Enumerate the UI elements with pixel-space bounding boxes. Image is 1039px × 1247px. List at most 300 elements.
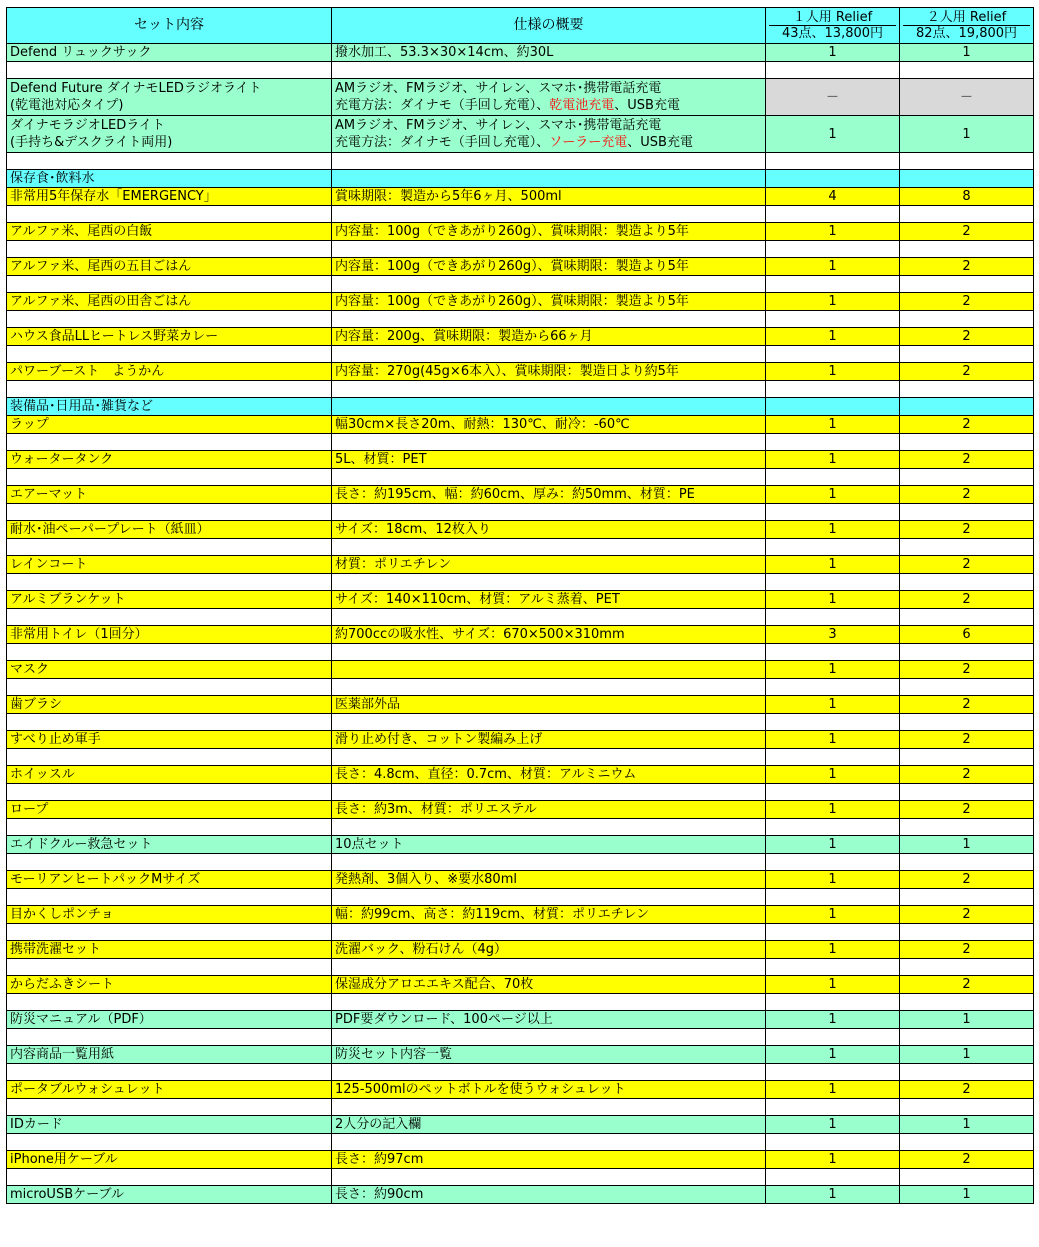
item-name-line-2: (手持ち&デスクライト両用): [10, 135, 173, 150]
qty-1-person: 1: [766, 521, 900, 539]
item-spec: [332, 116, 766, 153]
qty-2-person: 2: [900, 293, 1034, 311]
spacer-cell: [332, 959, 766, 976]
qty-2-person: 2: [900, 731, 1034, 749]
spacer-cell: [766, 276, 900, 293]
charge-method-text: 、USB充電: [627, 135, 693, 150]
qty-2-person: －: [900, 79, 1034, 116]
spacer-cell: [900, 1169, 1034, 1186]
spacer-cell: [7, 504, 332, 521]
spacer-row: [7, 959, 1034, 976]
qty-1-person: 1: [766, 116, 900, 153]
spacer-cell: [900, 784, 1034, 801]
spacer-cell: [7, 1134, 332, 1151]
spacer-cell: [900, 1099, 1034, 1116]
plan2-detail: 82点、19,800円: [915, 26, 1018, 41]
spacer-row: [7, 1169, 1034, 1186]
spacer-cell: [900, 994, 1034, 1011]
qty-2-person: 2: [900, 1151, 1034, 1169]
spacer-row: [7, 854, 1034, 871]
plan2-name: ２人用 Relief: [903, 10, 1030, 26]
item-name: アルファ米、尾西の田舎ごはん: [7, 293, 332, 311]
table-row: [7, 116, 1034, 153]
spacer-cell: [766, 854, 900, 871]
item-spec: 内容量：100g（できあがり260g）、賞味期限：製造より5年: [332, 223, 766, 241]
table-row: [7, 556, 1034, 574]
spacer-cell: [900, 644, 1034, 661]
item-spec: 滑り止め付き、コットン製編み上げ: [332, 731, 766, 749]
qty-2-person: 2: [900, 328, 1034, 346]
spacer-cell: [7, 924, 332, 941]
section-title: 装備品･日用品･雑貨など: [7, 398, 332, 416]
qty-1-person: 3: [766, 626, 900, 644]
spacer-row: [7, 924, 1034, 941]
qty-2-person: 2: [900, 521, 1034, 539]
qty-1-person: 1: [766, 836, 900, 854]
spacer-row: [7, 539, 1034, 556]
qty-2-person: 2: [900, 696, 1034, 714]
spacer-row: [7, 469, 1034, 486]
spacer-cell: [332, 346, 766, 363]
item-spec: 長さ：約3m、材質：ポリエステル: [332, 801, 766, 819]
spacer-cell: [766, 539, 900, 556]
spacer-row: [7, 819, 1034, 836]
table-row: [7, 1081, 1034, 1099]
spacer-cell: [766, 504, 900, 521]
spacer-cell: [766, 153, 900, 170]
plan1-name: １人用 Relief: [769, 10, 896, 26]
spacer-cell: [900, 504, 1034, 521]
spacer-cell: [332, 504, 766, 521]
spacer-cell: [7, 241, 332, 258]
spacer-cell: [766, 609, 900, 626]
qty-2-person: 2: [900, 416, 1034, 434]
item-spec-line-2: [335, 97, 762, 114]
spacer-row: [7, 504, 1034, 521]
section-empty-cell: [900, 398, 1034, 416]
spacer-cell: [7, 434, 332, 451]
item-spec: 125-500mlのペットボトルを使うウォシュレット: [332, 1081, 766, 1099]
qty-2-person: 2: [900, 1081, 1034, 1099]
spacer-cell: [766, 346, 900, 363]
spacer-row: [7, 889, 1034, 906]
table-row: [7, 1186, 1034, 1204]
spacer-cell: [332, 62, 766, 79]
spacer-cell: [900, 241, 1034, 258]
qty-1-person: 1: [766, 976, 900, 994]
qty-2-person: 2: [900, 801, 1034, 819]
spacer-cell: [900, 819, 1034, 836]
item-name: すべり止め軍手: [7, 731, 332, 749]
item-name: アルミブランケット: [7, 591, 332, 609]
spacer-cell: [900, 434, 1034, 451]
spacer-cell: [7, 153, 332, 170]
table-row: [7, 976, 1034, 994]
spacer-cell: [766, 1169, 900, 1186]
table-row: [7, 801, 1034, 819]
item-name: 携帯洗濯セット: [7, 941, 332, 959]
table-row: [7, 731, 1034, 749]
table-row: [7, 79, 1034, 116]
spacer-cell: [332, 1064, 766, 1081]
spacer-cell: [332, 241, 766, 258]
qty-2-person: 1: [900, 1116, 1034, 1134]
qty-1-person: 1: [766, 941, 900, 959]
spacer-row: [7, 679, 1034, 696]
spacer-cell: [7, 62, 332, 79]
table-row: [7, 1046, 1034, 1064]
table-row: [7, 906, 1034, 924]
spacer-cell: [7, 574, 332, 591]
item-name: Defend リュックサック: [7, 44, 332, 62]
qty-2-person: 2: [900, 871, 1034, 889]
spacer-cell: [7, 539, 332, 556]
spacer-cell: [7, 1064, 332, 1081]
charge-method-highlight: 乾電池充電: [549, 98, 615, 113]
spacer-cell: [7, 311, 332, 328]
section-header-row: [7, 170, 1034, 188]
item-spec: 幅：約99cm、高さ：約119cm、材質：ポリエチレン: [332, 906, 766, 924]
section-empty-cell: [900, 170, 1034, 188]
header-plan-1: [766, 8, 900, 44]
item-spec-line-1: AMラジオ、FMラジオ、サイレン、スマホ･携帯電話充電: [335, 81, 662, 96]
item-spec: [332, 79, 766, 116]
spacer-cell: [900, 381, 1034, 398]
qty-1-person: 1: [766, 258, 900, 276]
qty-2-person: 2: [900, 363, 1034, 381]
qty-2-person: 2: [900, 223, 1034, 241]
spacer-cell: [332, 1134, 766, 1151]
spacer-cell: [332, 574, 766, 591]
spacer-cell: [332, 749, 766, 766]
spacer-cell: [900, 959, 1034, 976]
spacer-cell: [7, 276, 332, 293]
spacer-cell: [766, 241, 900, 258]
item-spec: [332, 661, 766, 679]
item-spec: PDF要ダウンロード、100ページ以上: [332, 1011, 766, 1029]
spacer-row: [7, 1099, 1034, 1116]
spacer-cell: [332, 784, 766, 801]
qty-1-person: 1: [766, 486, 900, 504]
spacer-cell: [332, 434, 766, 451]
spacer-cell: [900, 311, 1034, 328]
item-name-line-2: (乾電池対応タイプ): [10, 98, 124, 113]
qty-2-person: 2: [900, 591, 1034, 609]
qty-1-person: 1: [766, 1186, 900, 1204]
qty-1-person: 1: [766, 416, 900, 434]
spacer-cell: [332, 994, 766, 1011]
spacer-cell: [7, 206, 332, 223]
spacer-cell: [766, 644, 900, 661]
item-name: 防災マニュアル（PDF）: [7, 1011, 332, 1029]
spacer-cell: [900, 924, 1034, 941]
table-row: [7, 451, 1034, 469]
spacer-cell: [900, 1134, 1034, 1151]
spacer-cell: [332, 153, 766, 170]
table-row: [7, 486, 1034, 504]
item-spec: 内容量：200g、賞味期限：製造から66ヶ月: [332, 328, 766, 346]
qty-1-person: 1: [766, 871, 900, 889]
item-name: 内容商品一覧用紙: [7, 1046, 332, 1064]
section-title: 保存食･飲料水: [7, 170, 332, 188]
item-name: レインコート: [7, 556, 332, 574]
spacer-row: [7, 311, 1034, 328]
spacer-cell: [900, 679, 1034, 696]
item-spec: 保湿成分アロエエキス配合、70枚: [332, 976, 766, 994]
item-name: 非常用トイレ（1回分）: [7, 626, 332, 644]
item-name: パワーブースト ようかん: [7, 363, 332, 381]
charge-method-text: 充電方法：ダイナモ（手回し充電）、: [335, 98, 550, 113]
item-spec: 2人分の記入欄: [332, 1116, 766, 1134]
qty-2-person: 1: [900, 1046, 1034, 1064]
table-row: [7, 293, 1034, 311]
spacer-cell: [766, 1064, 900, 1081]
item-name: 非常用5年保存水「EMERGENCY」: [7, 188, 332, 206]
header-plan-2: [900, 8, 1034, 44]
spacer-cell: [900, 854, 1034, 871]
qty-1-person: 1: [766, 766, 900, 784]
spacer-cell: [7, 644, 332, 661]
qty-1-person: 1: [766, 328, 900, 346]
table-row: [7, 836, 1034, 854]
qty-1-person: 1: [766, 1151, 900, 1169]
product-table: [6, 7, 1034, 1204]
spacer-cell: [766, 714, 900, 731]
spacer-row: [7, 1029, 1034, 1046]
table-row: [7, 696, 1034, 714]
spacer-row: [7, 994, 1034, 1011]
item-spec: 発熱剤、3個入り、※要水80ml: [332, 871, 766, 889]
qty-1-person: 1: [766, 906, 900, 924]
spacer-cell: [900, 62, 1034, 79]
spacer-cell: [7, 854, 332, 871]
section-empty-cell: [766, 398, 900, 416]
qty-1-person: 1: [766, 451, 900, 469]
qty-2-person: 2: [900, 556, 1034, 574]
spacer-cell: [7, 714, 332, 731]
item-name: [7, 116, 332, 153]
spacer-row: [7, 749, 1034, 766]
qty-1-person: 4: [766, 188, 900, 206]
spacer-row: [7, 206, 1034, 223]
item-name: エアーマット: [7, 486, 332, 504]
spacer-row: [7, 153, 1034, 170]
item-name: アルファ米、尾西の白飯: [7, 223, 332, 241]
qty-1-person: 1: [766, 1046, 900, 1064]
item-spec: 内容量：100g（できあがり260g）、賞味期限：製造より5年: [332, 293, 766, 311]
charge-method-text: 充電方法：ダイナモ（手回し充電）、: [335, 135, 550, 150]
spacer-cell: [7, 1099, 332, 1116]
item-spec: サイズ：140×110cm、材質：アルミ蒸着、PET: [332, 591, 766, 609]
qty-1-person: 1: [766, 661, 900, 679]
spacer-row: [7, 1134, 1034, 1151]
spacer-cell: [7, 381, 332, 398]
spacer-cell: [332, 924, 766, 941]
section-empty-cell: [332, 398, 766, 416]
table-row: [7, 661, 1034, 679]
section-empty-cell: [332, 170, 766, 188]
spacer-cell: [7, 469, 332, 486]
qty-2-person: 2: [900, 486, 1034, 504]
table-row: [7, 44, 1034, 62]
spacer-cell: [766, 679, 900, 696]
item-name: マスク: [7, 661, 332, 679]
spacer-cell: [7, 1029, 332, 1046]
item-name: ロープ: [7, 801, 332, 819]
charge-method-text: 、USB充電: [614, 98, 680, 113]
item-spec: 5L、材質：PET: [332, 451, 766, 469]
table-row: [7, 258, 1034, 276]
item-name: ポータブルウォシュレット: [7, 1081, 332, 1099]
spacer-cell: [332, 609, 766, 626]
table-body: [7, 8, 1034, 1204]
item-spec: 内容量：100g（できあがり260g）、賞味期限：製造より5年: [332, 258, 766, 276]
spacer-row: [7, 434, 1034, 451]
table-row: [7, 521, 1034, 539]
item-spec-line-1: AMラジオ、FMラジオ、サイレン、スマホ･携帯電話充電: [335, 118, 662, 133]
spacer-cell: [766, 574, 900, 591]
qty-2-person: 2: [900, 766, 1034, 784]
header-spec: 仕様の概要: [332, 8, 766, 44]
spacer-cell: [900, 574, 1034, 591]
item-name: [7, 79, 332, 116]
item-name: 歯ブラシ: [7, 696, 332, 714]
spacer-cell: [332, 819, 766, 836]
spacer-cell: [332, 469, 766, 486]
spacer-cell: [900, 469, 1034, 486]
spacer-cell: [900, 276, 1034, 293]
item-name: ホイッスル: [7, 766, 332, 784]
spacer-row: [7, 609, 1034, 626]
table-row: [7, 223, 1034, 241]
spacer-cell: [766, 1134, 900, 1151]
table-row: [7, 1116, 1034, 1134]
spacer-cell: [332, 381, 766, 398]
table-row: [7, 591, 1034, 609]
item-name: ラップ: [7, 416, 332, 434]
spacer-cell: [766, 206, 900, 223]
item-spec: 防災セット内容一覧: [332, 1046, 766, 1064]
qty-1-person: 1: [766, 1081, 900, 1099]
spacer-cell: [332, 1099, 766, 1116]
table-row: [7, 766, 1034, 784]
section-empty-cell: [766, 170, 900, 188]
qty-1-person: 1: [766, 696, 900, 714]
spacer-cell: [766, 1099, 900, 1116]
item-name: ウォータータンク: [7, 451, 332, 469]
spacer-cell: [7, 889, 332, 906]
item-spec: 長さ：約195cm、幅：約60cm、厚み：約50mm、材質：PE: [332, 486, 766, 504]
spacer-cell: [7, 346, 332, 363]
spacer-cell: [332, 1169, 766, 1186]
spacer-row: [7, 346, 1034, 363]
item-spec: 長さ：4.8cm、直径：0.7cm、材質：アルミニウム: [332, 766, 766, 784]
spacer-cell: [332, 276, 766, 293]
spacer-cell: [900, 889, 1034, 906]
table-row: [7, 941, 1034, 959]
spacer-cell: [7, 749, 332, 766]
spacer-cell: [766, 434, 900, 451]
item-spec: サイズ：18cm、12枚入り: [332, 521, 766, 539]
item-spec: 約700ccの吸水性、サイズ：670×500×310mm: [332, 626, 766, 644]
charge-method-highlight: ソーラー充電: [549, 135, 628, 150]
item-name: IDカード: [7, 1116, 332, 1134]
spacer-row: [7, 276, 1034, 293]
spacer-cell: [900, 346, 1034, 363]
spacer-cell: [7, 819, 332, 836]
spacer-row: [7, 241, 1034, 258]
header-item: セット内容: [7, 8, 332, 44]
item-name: iPhone用ケーブル: [7, 1151, 332, 1169]
qty-2-person: 1: [900, 1011, 1034, 1029]
spacer-cell: [7, 784, 332, 801]
spacer-cell: [332, 854, 766, 871]
spacer-cell: [766, 889, 900, 906]
qty-2-person: 1: [900, 116, 1034, 153]
spacer-cell: [900, 206, 1034, 223]
table-row: [7, 328, 1034, 346]
qty-2-person: 2: [900, 976, 1034, 994]
header-row: [7, 8, 1034, 44]
item-spec: 幅30cm×長さ20m、耐熱：130℃、耐冷：-60℃: [332, 416, 766, 434]
qty-1-person: 1: [766, 293, 900, 311]
qty-2-person: 1: [900, 1186, 1034, 1204]
spacer-cell: [332, 206, 766, 223]
item-name: からだふきシート: [7, 976, 332, 994]
item-spec-line-2: [335, 134, 762, 151]
item-spec: 10点セット: [332, 836, 766, 854]
spacer-row: [7, 714, 1034, 731]
item-name: microUSBケーブル: [7, 1186, 332, 1204]
qty-2-person: 2: [900, 941, 1034, 959]
qty-1-person: 1: [766, 44, 900, 62]
item-name: モーリアンヒートパックMサイズ: [7, 871, 332, 889]
spacer-cell: [332, 539, 766, 556]
spacer-cell: [7, 1169, 332, 1186]
item-spec: 撥水加工、53.3×30×14cm、約30L: [332, 44, 766, 62]
spacer-cell: [332, 1029, 766, 1046]
item-spec: 洗濯バック、粉石けん（4g）: [332, 941, 766, 959]
table-row: [7, 188, 1034, 206]
qty-1-person: 1: [766, 556, 900, 574]
qty-2-person: 6: [900, 626, 1034, 644]
table-row: [7, 1151, 1034, 1169]
spacer-cell: [332, 311, 766, 328]
qty-2-person: 8: [900, 188, 1034, 206]
spacer-cell: [332, 889, 766, 906]
qty-2-person: 2: [900, 451, 1034, 469]
spacer-cell: [900, 153, 1034, 170]
spacer-cell: [900, 539, 1034, 556]
spacer-cell: [766, 819, 900, 836]
spacer-row: [7, 62, 1034, 79]
spacer-cell: [766, 381, 900, 398]
qty-1-person: 1: [766, 223, 900, 241]
qty-1-person: －: [766, 79, 900, 116]
qty-1-person: 1: [766, 363, 900, 381]
spacer-cell: [332, 679, 766, 696]
item-name-line-1: ダイナモラジオLEDライト: [10, 118, 165, 133]
item-spec: 賞味期限：製造から5年6ヶ月、500ml: [332, 188, 766, 206]
plan1-detail: 43点、13,800円: [781, 26, 884, 41]
table-row: [7, 626, 1034, 644]
spacer-cell: [7, 994, 332, 1011]
qty-1-person: 1: [766, 801, 900, 819]
section-header-row: [7, 398, 1034, 416]
item-spec: 長さ：約97cm: [332, 1151, 766, 1169]
table-row: [7, 871, 1034, 889]
table-row: [7, 363, 1034, 381]
